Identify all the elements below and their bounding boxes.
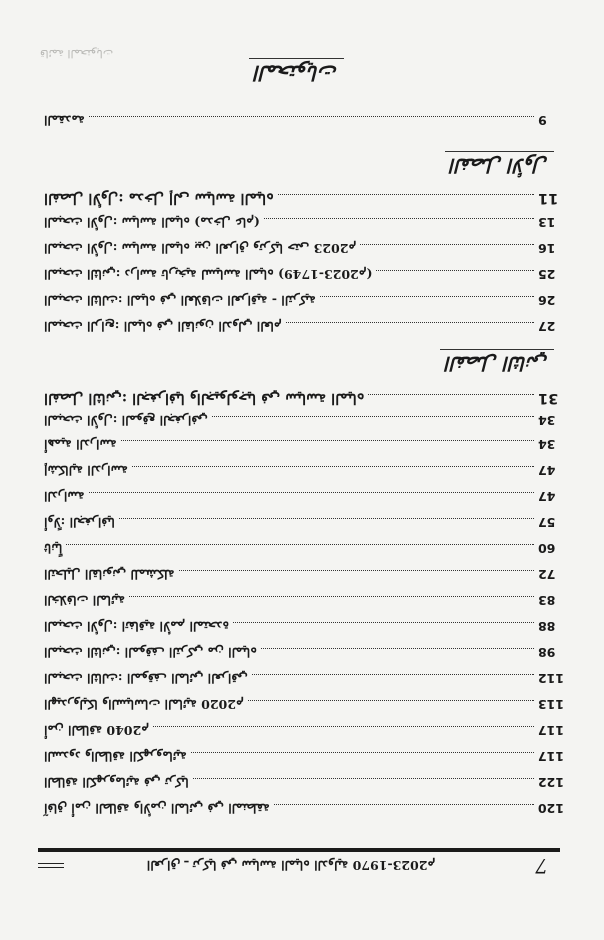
toc-leader bbox=[119, 518, 534, 519]
toc-page: 72 bbox=[538, 567, 556, 582]
toc-title: المبحث الرابع: المياه في القانون الدولي العام bbox=[44, 319, 282, 334]
toc-leader bbox=[376, 270, 534, 271]
toc-page: 120 bbox=[537, 801, 564, 816]
toc-row bbox=[44, 436, 564, 452]
toc-page: 88 bbox=[538, 619, 556, 634]
toc-title: المبحث الثالث: المياه في العلاقات العراقية - التركية bbox=[44, 293, 316, 308]
toc-row bbox=[44, 800, 564, 816]
toc-page: 122 bbox=[537, 775, 564, 790]
toc-page: 47 bbox=[538, 489, 556, 504]
section-heading: الفصل الأول bbox=[445, 151, 554, 176]
toc-row bbox=[44, 670, 564, 686]
toc-row bbox=[44, 462, 564, 478]
toc-row bbox=[44, 774, 564, 790]
page-header bbox=[38, 854, 548, 878]
toc-leader bbox=[89, 116, 534, 117]
toc-title: المبحث الثاني: الموقف التركي من المياه bbox=[44, 645, 257, 660]
toc-title: الطاقة الكهرومائية في تركيا bbox=[44, 775, 189, 790]
toc-leader bbox=[89, 492, 534, 493]
toc-title: إشكالية الدراسة bbox=[44, 463, 128, 478]
toc-row bbox=[44, 514, 564, 530]
toc-title: أمن الطاقة 2040م bbox=[44, 723, 149, 738]
toc-title: أولاً: الجغرافيا bbox=[44, 515, 115, 530]
toc-page: 31 bbox=[538, 390, 559, 406]
toc-title: المبحث الأول: سياسة المياه (مدخل عام) bbox=[44, 215, 260, 230]
toc-title: ثانياً bbox=[44, 541, 63, 556]
toc-leader bbox=[368, 394, 534, 395]
toc-page: 16 bbox=[538, 241, 556, 256]
toc-page: 117 bbox=[537, 749, 564, 764]
toc-title: الخلافات المائية bbox=[44, 593, 125, 608]
toc-row bbox=[44, 112, 564, 128]
toc-title: المبحث الثاني: دراسة تاريخية لسياسة المياه (1749-2023م) bbox=[44, 267, 373, 282]
toc-row bbox=[44, 412, 564, 428]
toc-leader bbox=[274, 804, 534, 805]
toc-leader bbox=[286, 322, 534, 323]
toc-leader bbox=[191, 752, 534, 753]
toc-page: 9 bbox=[538, 113, 547, 128]
toc-title: الدراسة bbox=[44, 489, 85, 504]
toc-row bbox=[44, 540, 564, 556]
toc-leader bbox=[121, 440, 534, 441]
toc-row bbox=[44, 488, 564, 504]
toc-page: 13 bbox=[538, 215, 556, 230]
toc-page: 25 bbox=[538, 267, 556, 282]
toc-leader bbox=[193, 778, 534, 779]
page-number: 7 bbox=[535, 854, 548, 878]
toc-page: 98 bbox=[538, 645, 556, 660]
toc-leader bbox=[153, 726, 534, 727]
toc-leader bbox=[233, 622, 534, 623]
toc-row bbox=[44, 318, 564, 334]
toc-title: المبحث الأول: الموقع الجغرافي bbox=[44, 413, 208, 428]
toc-leader bbox=[66, 544, 534, 545]
toc-leader bbox=[264, 218, 534, 219]
toc-title: الهيدروليكا والسياسات المائية 2020م bbox=[44, 697, 244, 712]
toc-row bbox=[44, 292, 564, 308]
toc-row bbox=[44, 592, 564, 608]
toc-title: المبحث الأول: اتفاقية الأمم المتحدة bbox=[44, 619, 229, 634]
toc-row-chapter bbox=[44, 190, 564, 206]
toc-title: أهمية الدراسة bbox=[44, 437, 117, 452]
toc-page: 113 bbox=[537, 697, 564, 712]
toc-page: 47 bbox=[538, 463, 556, 478]
toc-leader bbox=[278, 194, 534, 195]
toc-leader bbox=[179, 570, 534, 571]
toc-title: المبحث الأول: سياسة المياه بين العراق وتركيا حتى 2023م bbox=[44, 241, 357, 256]
toc-row bbox=[44, 266, 564, 282]
header-rule bbox=[38, 864, 64, 869]
toc-leader bbox=[320, 296, 534, 297]
toc-page: 26 bbox=[538, 293, 556, 308]
toc-title: آفاق أمن الطاقة والأمن المائي في المنطقة bbox=[44, 801, 270, 816]
header-divider bbox=[38, 848, 560, 852]
toc-row bbox=[44, 696, 564, 712]
show-through-text: قائمة المحتويات bbox=[40, 47, 114, 60]
section-heading: الفصل الثاني bbox=[440, 349, 554, 374]
toc-row bbox=[44, 566, 564, 582]
toc-title: الفصل الثاني: الجغرافيا والجيولوجيا في سياسة المياه bbox=[44, 390, 365, 407]
toc-leader bbox=[212, 416, 534, 417]
toc-page: 11 bbox=[538, 190, 559, 206]
toc-title: المقدمة bbox=[44, 113, 85, 128]
toc-page: 112 bbox=[537, 671, 564, 686]
toc-row bbox=[44, 644, 564, 660]
toc-title: الفصل الأول: مدخل إلى سياسة المياه bbox=[44, 190, 274, 207]
toc-row bbox=[44, 240, 564, 256]
toc-row bbox=[44, 214, 564, 230]
toc-row bbox=[44, 722, 564, 738]
toc-page: 60 bbox=[538, 541, 556, 556]
toc-page: 34 bbox=[538, 413, 556, 428]
toc-page: 34 bbox=[538, 437, 556, 452]
page-title: المحتويات bbox=[249, 58, 344, 85]
toc-row bbox=[44, 618, 564, 634]
toc-row-chapter bbox=[44, 390, 564, 406]
toc-leader bbox=[360, 244, 534, 245]
toc-leader bbox=[248, 700, 534, 701]
toc-page: 83 bbox=[538, 593, 556, 608]
toc-title: السدود والطاقة الكهرومائية bbox=[44, 749, 187, 764]
header-title: العراق ـ تركيا في سياسة المياه الدولية 1970-2023م bbox=[146, 858, 436, 874]
toc-leader bbox=[132, 466, 534, 467]
toc-page: 57 bbox=[538, 515, 556, 530]
toc-title: التحليل القانوني للمشكلة bbox=[44, 567, 175, 582]
toc-page: 117 bbox=[537, 723, 564, 738]
toc-leader bbox=[252, 674, 534, 675]
toc-row bbox=[44, 748, 564, 764]
toc-page: 27 bbox=[538, 319, 556, 334]
toc-leader bbox=[129, 596, 534, 597]
toc-leader bbox=[261, 648, 534, 649]
toc-title: المبحث الثالث: الموقف المائي العراقي bbox=[44, 671, 248, 686]
